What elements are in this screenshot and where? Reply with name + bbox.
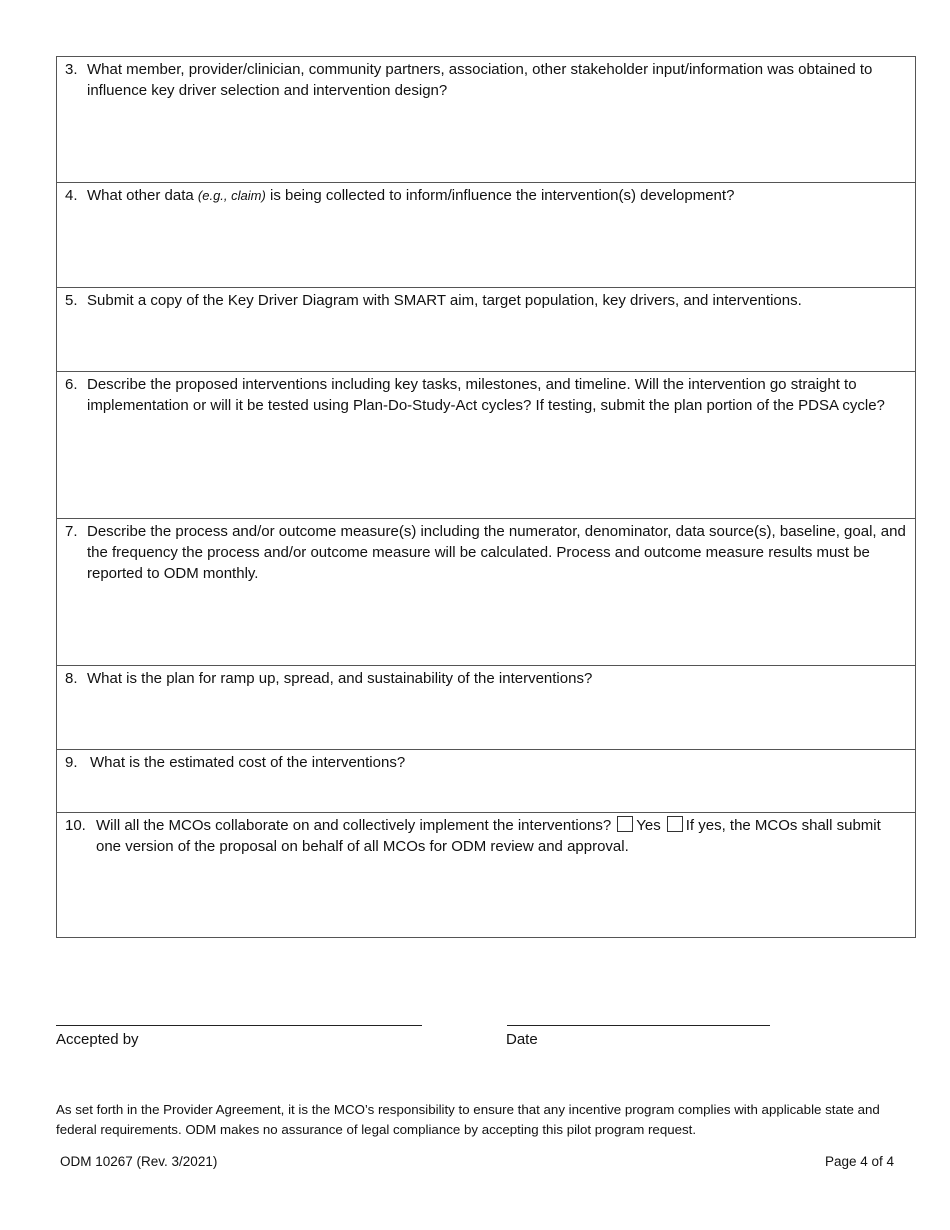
accepted-by-signature-line[interactable] (56, 1025, 422, 1026)
question-number: 9. (65, 754, 78, 771)
date-label: Date (506, 1031, 538, 1048)
question-3[interactable] (57, 57, 915, 183)
page-number: Page 4 of 4 (824, 1154, 894, 1169)
question-number: 8. (65, 670, 78, 687)
question-number: 6. (65, 376, 78, 393)
question-text-before: What other data (87, 187, 198, 204)
form-id: ODM 10267 (Rev. 3/2021) (60, 1154, 218, 1169)
question-text: Describe the proposed interventions including key tasks, milestones, and timeline. Will the intervention go straight to implementation or will it be tested using Plan-Do-Study-Act cycles? If testing, submit the plan portion of the PDSA cycle? (87, 376, 885, 414)
date-signature-line[interactable] (507, 1025, 770, 1026)
legal-footnote: As set forth in the Provider Agreement, it is the MCO’s responsibility to ensure that any incentive program complies with applicable state and federal requirements. ODM makes no assurance of legal compliance by accepting this pilot program request. (56, 1102, 880, 1137)
question-number: 7. (65, 523, 78, 540)
accepted-by-label: Accepted by (56, 1031, 139, 1048)
question-text: What is the estimated cost of the interventions? (90, 754, 406, 771)
question-text: What is the plan for ramp up, spread, and sustainability of the interventions? (87, 670, 593, 687)
question-text-before: Will all the MCOs collaborate on and collectively implement the interventions? (96, 817, 612, 834)
question-4[interactable] (57, 183, 915, 288)
question-text: Describe the process and/or outcome measure(s) including the numerator, denominator, data source(s), baseline, goal, and the frequency the process and/or outcome measure will be calculated. Process and outcome measure results must be reported to ODM monthly. (87, 523, 906, 582)
question-7[interactable] (57, 519, 915, 666)
yes-label: Yes (636, 817, 661, 834)
question-text (96, 815, 907, 857)
question-example: (e.g., claim) (197, 188, 266, 203)
question-6[interactable] (57, 372, 915, 519)
question-5[interactable] (57, 288, 915, 372)
question-number: 5. (65, 292, 78, 309)
questions-table (56, 56, 916, 938)
question-text (87, 185, 907, 206)
yes-checkbox[interactable] (617, 816, 633, 832)
question-8[interactable] (57, 666, 915, 750)
no-checkbox[interactable] (667, 816, 683, 832)
question-number: 4. (65, 187, 78, 204)
question-number: 3. (65, 61, 78, 78)
question-text-after: is being collected to inform/influence the intervention(s) development? (265, 187, 735, 204)
question-text: What member, provider/clinician, community partners, association, other stakeholder input/information was obtained to influence key driver selection and intervention design? (87, 61, 873, 99)
question-text-after: If yes, the MCOs shall submit one version of the proposal on behalf of all MCOs for ODM review and approval. (96, 817, 881, 855)
question-10[interactable] (57, 813, 915, 937)
question-9[interactable] (57, 750, 915, 813)
question-text: Submit a copy of the Key Driver Diagram with SMART aim, target population, key drivers, and interventions. (87, 292, 802, 309)
question-number: 10. (65, 817, 86, 834)
